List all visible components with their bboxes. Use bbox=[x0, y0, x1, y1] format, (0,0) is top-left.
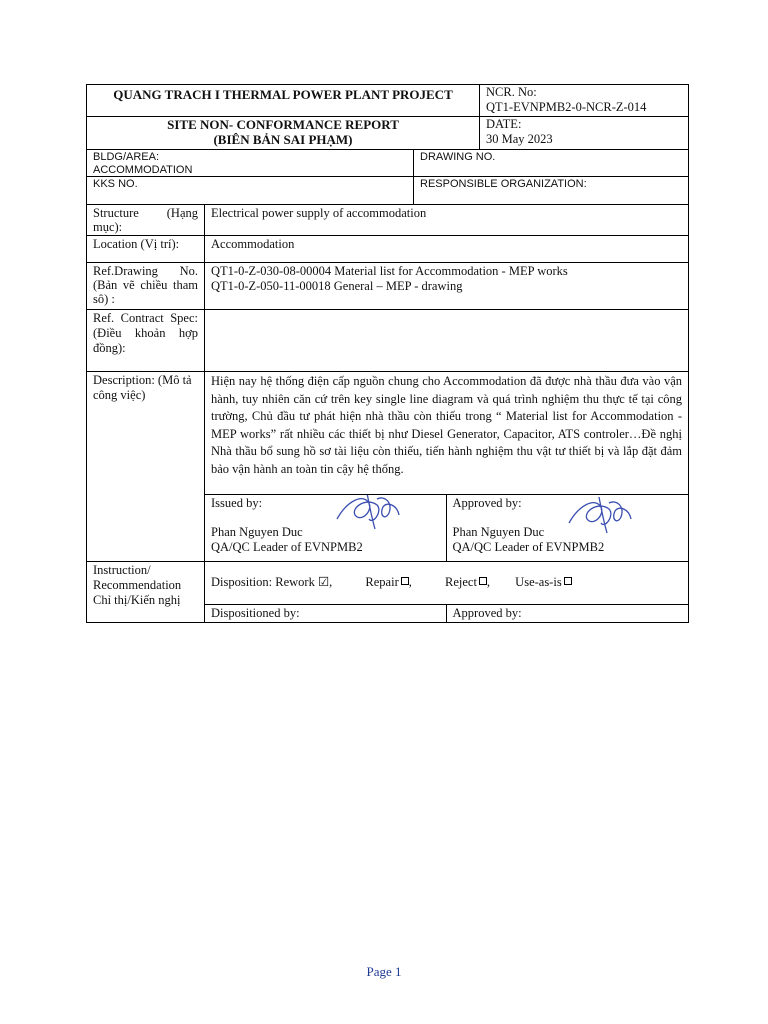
location-label: Location (Vị trí): bbox=[93, 237, 180, 251]
location-row bbox=[87, 235, 688, 262]
disposition-line bbox=[205, 562, 688, 605]
description-text: Hiện nay hệ thống điện cấp nguồn chung cho Accommodation đã được nhà thầu đưa vào vận hành, tuy nhiên căn cứ trên key single line diagram và quá trình nghiệm thu thực tế tại công trường, Chủ đầu tư phát hiện nhà thầu còn thiếu trong “ Material list for Accommodation - MEP works” rất nhiều các thiết bị như Diesel Generator, Capacitor, ATS controler…Đề nghị Nhà thầu bổ sung hồ sơ tài liệu còn thiếu, tiến hành nghiệm thu vật tư thiết bị và lắp đặt đảm bảo vận hành an toàn tin cậy hệ thống. bbox=[205, 372, 688, 495]
responsible-label: RESPONSIBLE ORGANIZATION: bbox=[413, 177, 688, 204]
header-row-1 bbox=[87, 85, 688, 116]
use-as-is-label: Use-as-is bbox=[515, 575, 562, 589]
ref-drawing-label: Ref.Drawing No. (Bản vẽ chiều tham sô) : bbox=[93, 264, 198, 306]
approved-label: Approved by: bbox=[452, 496, 522, 510]
issued-name: Phan Nguyen Duc bbox=[211, 525, 303, 539]
ref-drawing-line-2: QT1-0-Z-050-11-00018 General – MEP - drawing bbox=[211, 279, 463, 293]
disposition-text: Disposition: Rework ☑, bbox=[211, 575, 333, 589]
approved-signature-icon bbox=[565, 495, 635, 537]
approved-cell bbox=[446, 495, 689, 561]
signature-row bbox=[205, 495, 688, 561]
drawing-no-label: DRAWING NO. bbox=[413, 150, 688, 176]
ncr-label: NCR. No: bbox=[486, 85, 537, 99]
ref-drawing-cell bbox=[204, 263, 688, 309]
structure-value: Electrical power supply of accommodation bbox=[204, 205, 688, 235]
ncr-form bbox=[86, 84, 689, 623]
reject-checkbox[interactable] bbox=[479, 577, 487, 585]
ncr-value: QT1-EVNPMB2-0-NCR-Z-014 bbox=[486, 100, 647, 114]
ncr-cell bbox=[479, 85, 688, 116]
report-title-cell bbox=[87, 117, 479, 149]
issued-signature-icon bbox=[333, 495, 403, 533]
date-label: DATE: bbox=[486, 117, 522, 131]
issued-cell bbox=[205, 495, 446, 561]
instruction-body bbox=[204, 562, 688, 622]
bldg-cell bbox=[87, 150, 413, 176]
page-number: Page 1 bbox=[366, 964, 402, 979]
instruction-approved-by-label: Approved by: bbox=[446, 605, 689, 622]
bldg-label: BLDG/AREA: bbox=[93, 151, 160, 163]
contract-label: Ref. Contract Spec: (Điều khoản hợp đồng): bbox=[93, 311, 198, 355]
use-as-is-option[interactable] bbox=[515, 575, 572, 589]
contract-row bbox=[87, 309, 688, 371]
approved-role: QA/QC Leader of EVNPMB2 bbox=[452, 540, 605, 554]
ref-drawing-line-1: QT1-0-Z-030-08-00004 Material list for Accommodation - MEP works bbox=[211, 264, 568, 278]
issued-label: Issued by: bbox=[211, 496, 263, 510]
location-value: Accommodation bbox=[204, 236, 688, 262]
disposition-sign-row bbox=[205, 605, 688, 622]
approved-name: Phan Nguyen Duc bbox=[452, 525, 545, 539]
bldg-value: ACCOMMODATION bbox=[93, 164, 193, 176]
ref-drawing-row bbox=[87, 262, 688, 309]
kks-row bbox=[87, 176, 688, 204]
report-title: SITE NON- CONFORMANCE REPORT bbox=[167, 117, 399, 132]
kks-label: KKS NO. bbox=[93, 178, 138, 190]
reject-label: Reject bbox=[444, 575, 477, 589]
description-row bbox=[87, 371, 688, 561]
description-label: Description: (Mô tả công việc) bbox=[93, 373, 192, 402]
reject-option[interactable]: Reject , bbox=[444, 575, 491, 589]
date-value: 30 May 2023 bbox=[486, 132, 553, 146]
dispositioned-by-label: Dispositioned by: bbox=[211, 606, 300, 620]
instruction-row bbox=[87, 561, 688, 622]
date-cell bbox=[479, 117, 688, 149]
header-row-2 bbox=[87, 116, 688, 149]
contract-value bbox=[204, 310, 688, 371]
instruction-label: Instruction/ Recommendation Chỉ thị/Kiến nghị bbox=[93, 563, 182, 607]
repair-option[interactable]: Repair , bbox=[365, 575, 412, 589]
issued-role: QA/QC Leader of EVNPMB2 bbox=[211, 540, 363, 554]
description-body bbox=[204, 372, 688, 561]
project-title: QUANG TRACH I THERMAL POWER PLANT PROJECT bbox=[113, 87, 453, 102]
bldg-row bbox=[87, 149, 688, 176]
report-subtitle: (BIÊN BẢN SAI PHẠM) bbox=[213, 132, 353, 147]
structure-row bbox=[87, 204, 688, 235]
use-as-is-checkbox[interactable] bbox=[564, 577, 572, 585]
repair-checkbox[interactable] bbox=[401, 577, 409, 585]
structure-label: Structure (Hạng mục): bbox=[93, 206, 198, 234]
repair-label: Repair bbox=[365, 575, 399, 589]
